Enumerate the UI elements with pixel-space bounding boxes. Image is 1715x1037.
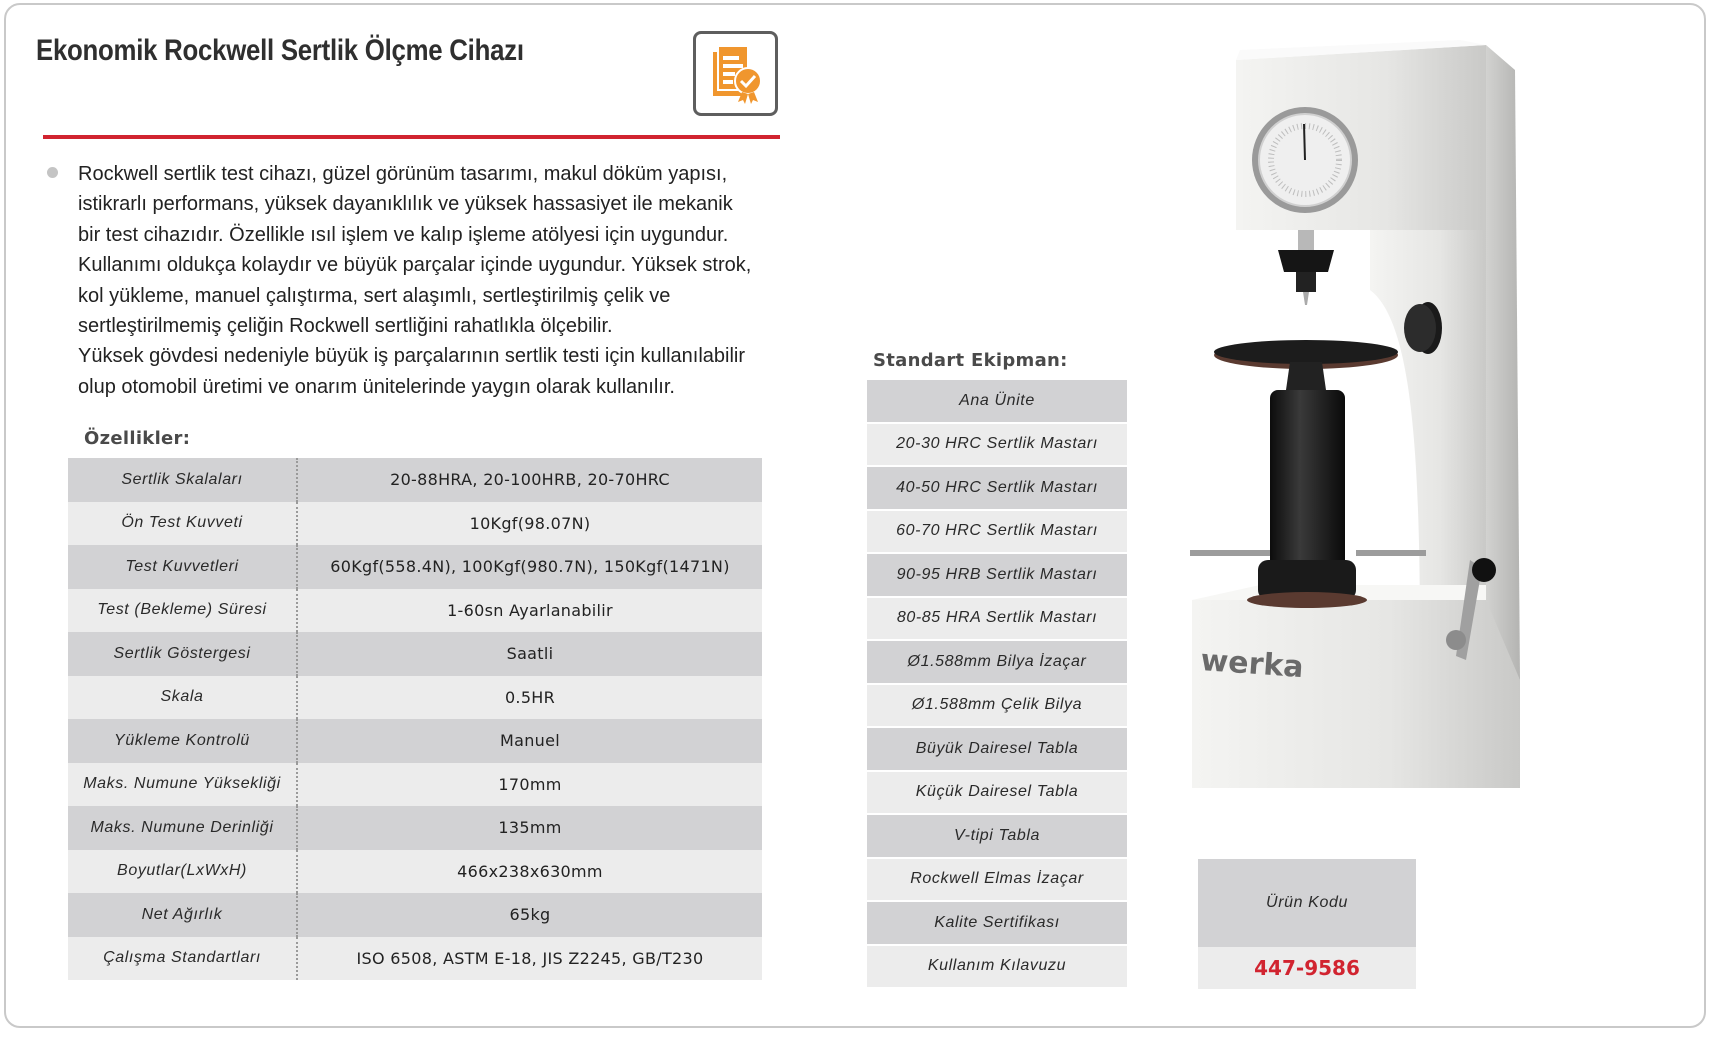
list-item: 90-95 HRB Sertlik Mastarı [867,554,1127,596]
description-line: Rockwell sertlik test cihazı, güzel görünüm tasarımı, makul döküm yapısı, [78,163,728,185]
description-line: istikrarlı performans, yüksek dayanıklılık ve yüksek hassasiyet ile mekanik [78,193,733,216]
certificate-document-icon [693,31,778,116]
product-code-value: 447-9586 [1198,947,1416,989]
description-line: olup otomobil üretimi ve onarım ünitelerinde yaygın olarak kullanılır. [78,375,675,398]
list-item: V-tipi Tabla [867,815,1127,857]
list-item: Kullanım Kılavuzu [867,946,1127,988]
table-row [68,806,762,850]
product-code-box [1198,859,1416,989]
spec-label: Maks. Numune Derinliği [68,806,298,850]
description-line: Kullanımı oldukça kolaydır ve büyük parçalar içinde uygundur. Yüksek strok, [78,254,752,277]
list-item: 80-85 HRA Sertlik Mastarı [867,598,1127,640]
spec-value: 60Kgf(558.4N), 100Kgf(980.7N), 150Kgf(1471N) [330,557,730,577]
spec-value: 1-60sn Ayarlanabilir [447,600,613,620]
spec-label: Sertlik Göstergesi [68,632,298,676]
hardness-tester-image [1170,40,1610,840]
list-item: 60-70 HRC Sertlik Mastarı [867,511,1127,553]
table-row [68,937,762,981]
spec-value: 0.5HR [504,687,556,707]
description-line: bir test cihazıdır. Özellikle ısıl işlem ve kalıp işleme atölyesi için uygundur. [78,223,729,246]
description-line: Yüksek gövdesi nedeniyle büyük iş parçalarının sertlik testi için kullanılabilir [78,345,745,368]
page-title: Ekonomik Rockwell Sertlik Ölçme Cihazı [36,34,524,67]
spec-label: Skala [68,676,298,720]
list-item: Büyük Dairesel Tabla [867,728,1127,770]
equipment-heading: Standart Ekipman: [873,350,1068,371]
spec-label: Test (Bekleme) Süresi [68,589,298,633]
spec-label: Ön Test Kuvveti [68,502,298,546]
product-code-label: Ürün Kodu [1198,859,1416,947]
spec-value: 170mm [498,774,562,794]
spec-value: Saatli [506,644,554,664]
spec-label: Boyutlar(LxWxH) [68,850,298,894]
table-row [68,719,762,763]
description-line: sertleştirilmemiş çeliğin Rockwell sertliğini rahatlıkla ölçebilir. [78,315,613,338]
table-row [68,850,762,894]
spec-label: Net Ağırlık [68,893,298,937]
specs-table [68,458,762,980]
table-row [68,502,762,546]
spec-value: 10Kgf(98.07N) [469,513,591,533]
equipment-list [867,380,1127,989]
list-item: 40-50 HRC Sertlik Mastarı [867,467,1127,509]
list-item: 20-30 HRC Sertlik Mastarı [867,424,1127,466]
list-item: Ana Ünite [867,380,1127,422]
specs-heading: Özellikler: [84,428,191,449]
list-item: Küçük Dairesel Tabla [867,772,1127,814]
list-item: Ø1.588mm Çelik Bilya [867,685,1127,727]
spec-value: 65kg [509,905,551,925]
list-item: Rockwell Elmas İzaçar [867,859,1127,901]
spec-value: 466x238x630mm [457,861,603,881]
description-line: kol yükleme, manuel çalıştırma, sert alaşımlı, sertleştirilmiş çelik ve [78,284,671,307]
product-description [78,159,818,402]
spec-label: Çalışma Standartları [68,937,298,981]
spec-value: 20-88HRA, 20-100HRB, 20-70HRC [390,470,670,490]
table-row [68,589,762,633]
spec-label: Yükleme Kontrolü [68,719,298,763]
spec-label: Maks. Numune Yüksekliği [68,763,298,807]
list-item: Kalite Sertifikası [867,902,1127,944]
spec-value: 135mm [498,818,562,838]
spec-value: Manuel [500,731,560,751]
table-row [68,676,762,720]
bullet-dot [47,167,58,178]
table-row [68,893,762,937]
table-row [68,545,762,589]
spec-value: ISO 6508, ASTM E-18, JIS Z2245, GB/T230 [356,948,704,968]
brand-logo: werka [1199,643,1305,686]
spec-label: Test Kuvvetleri [68,545,298,589]
list-item: Ø1.588mm Bilya İzaçar [867,641,1127,683]
title-divider [43,135,780,139]
spec-label: Sertlik Skalaları [68,458,298,502]
table-row [68,763,762,807]
table-row [68,458,762,502]
table-row [68,632,762,676]
